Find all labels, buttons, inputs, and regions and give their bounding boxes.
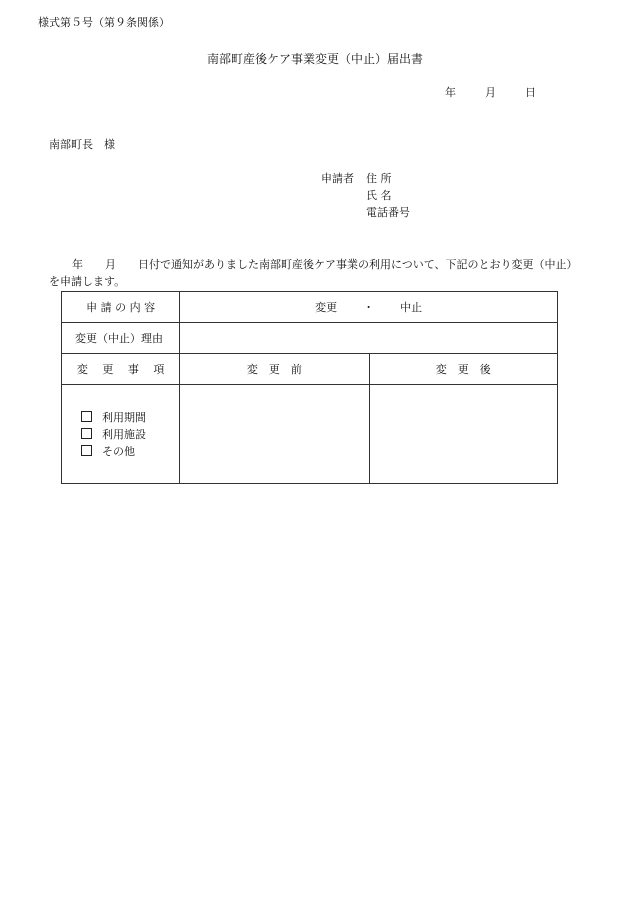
- applicant-label: 申請者: [321, 172, 354, 185]
- application-table: [61, 291, 558, 484]
- change-items-cell: [62, 385, 180, 484]
- table-row-request: [62, 292, 558, 323]
- table-row-header: [62, 354, 558, 385]
- checkbox-icon[interactable]: [81, 428, 92, 439]
- reason-label: 変更（中止）理由: [62, 323, 180, 354]
- table-row-reason: [62, 323, 558, 354]
- option-change[interactable]: 変更: [315, 301, 338, 314]
- applicant-name-label: 氏 名: [366, 189, 392, 202]
- checkbox-label: その他: [102, 444, 135, 458]
- checkbox-icon[interactable]: [81, 411, 92, 422]
- reason-field[interactable]: [180, 323, 558, 354]
- applicant-address-label: 住 所: [366, 172, 392, 185]
- body-text-line2: を申請します。: [49, 275, 126, 288]
- change-item-header: 変 更 事 項: [62, 354, 180, 385]
- checkbox-icon[interactable]: [81, 445, 92, 456]
- checkbox-item-period[interactable]: [81, 409, 179, 426]
- date-day-label: 日: [525, 86, 536, 99]
- checkbox-item-facility[interactable]: [81, 426, 179, 443]
- form-number: 様式第５号（第９条関係）: [38, 16, 170, 29]
- option-separator: ・: [363, 301, 375, 314]
- checkbox-label: 利用期間: [102, 410, 146, 424]
- request-options-cell[interactable]: [180, 292, 558, 323]
- before-change-field[interactable]: [180, 385, 369, 484]
- request-content-label: 申 請 の 内 容: [62, 292, 180, 323]
- option-stop[interactable]: 中止: [400, 301, 423, 314]
- checkbox-item-other[interactable]: [81, 443, 179, 460]
- date-month-label: 月: [485, 86, 496, 99]
- document-title: 南部町産後ケア事業変更（中止）届出書: [206, 52, 423, 66]
- addressee: 南部町長 様: [49, 138, 115, 151]
- checkbox-label: 利用施設: [102, 427, 146, 441]
- table-row-items: [62, 385, 558, 484]
- applicant-phone-label: 電話番号: [366, 206, 410, 219]
- after-change-header: 変 更 後: [369, 354, 557, 385]
- body-text-line1: 年 月 日付で通知がありました南部町産後ケア事業の利用について、下記のとおり変更（中止）: [72, 258, 578, 271]
- after-change-field[interactable]: [369, 385, 557, 484]
- before-change-header: 変 更 前: [180, 354, 369, 385]
- date-year-label: 年: [445, 86, 456, 99]
